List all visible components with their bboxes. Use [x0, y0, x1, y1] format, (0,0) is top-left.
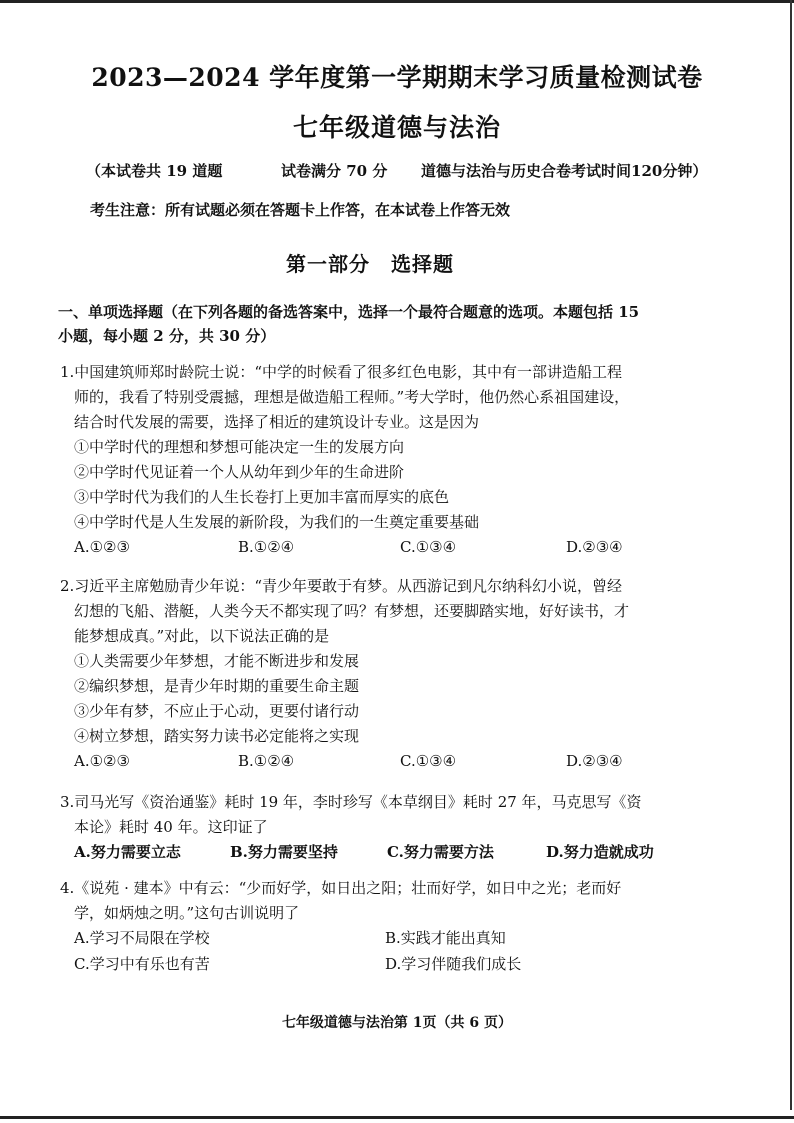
statement-option: ②编织梦想，是青少年时期的重要生命主题 — [74, 677, 360, 695]
choice-b: B.①②④ — [238, 538, 295, 556]
statement-option: ①中学时代的理想和梦想可能决定一生的发展方向 — [74, 438, 405, 456]
choice-a: A.学习不局限在学校 — [74, 929, 210, 947]
exam-info — [86, 160, 736, 184]
statement-option: ①人类需要少年梦想，才能不断进步和发展 — [74, 652, 360, 670]
full-score: 试卷满分 70 分 — [281, 162, 388, 180]
answer-choices — [60, 749, 740, 775]
question-stem-line: 4.《说苑 · 建本》中有云：“少而好学，如日出之阳；壮而好学，如日中之光；老而好 — [60, 879, 622, 897]
answer-choices — [60, 926, 740, 952]
page-footer: 七年级道德与法治第 1页（共 6 页） — [281, 1015, 513, 1031]
choice-c: C.努力需要方法 — [387, 843, 494, 861]
question-count: （本试卷共 19 道题 — [86, 162, 223, 180]
choice-c: C.①③④ — [400, 752, 457, 770]
choice-d: D.②③④ — [566, 538, 623, 556]
statement-option: ④树立梦想，踏实努力读书必定能将之实现 — [74, 727, 360, 745]
choice-d: D.②③④ — [566, 752, 623, 770]
question-stem-line: 1.中国建筑师郑时龄院士说：“中学的时候看了很多红色电影，其中有一部讲造船工程 — [60, 363, 622, 381]
statement-option: ②中学时代见证着一个人从幼年到少年的生命进阶 — [74, 463, 405, 481]
choice-b: B.①②④ — [238, 752, 295, 770]
choice-c: C.①③④ — [400, 538, 457, 556]
question-3 — [60, 790, 740, 866]
section-instructions — [58, 300, 748, 348]
answer-choices — [60, 952, 740, 978]
statement-option: ③中学时代为我们的人生长卷打上更加丰富而厚实的底色 — [74, 488, 450, 506]
question-2 — [60, 574, 740, 775]
choice-b: B.努力需要坚持 — [230, 843, 338, 861]
exam-title: 2023—2024 学年度第一学期期末学习质量检测试卷 — [91, 63, 703, 92]
question-stem-line: 2.习近平主席勉励青少年说：“青少年要敢于有梦。从西游记到凡尔纳科幻小说，曾经 — [60, 577, 622, 595]
top-border-line — [0, 0, 794, 3]
choice-a: A.努力需要立志 — [74, 843, 181, 861]
choice-b: B.实践才能出真知 — [385, 929, 506, 947]
question-4 — [60, 876, 740, 978]
choice-d: D.努力造就成功 — [546, 843, 654, 861]
exam-time: 道德与法治与历史合卷考试时间120分钟） — [421, 162, 708, 180]
choice-c: C.学习中有乐也有苦 — [74, 955, 210, 973]
statement-option: ③少年有梦，不应止于心动，更要付诸行动 — [74, 702, 360, 720]
right-border-line — [790, 0, 792, 1110]
question-1 — [60, 360, 740, 561]
section-line-2: 小题，每小题 2 分，共 30 分） — [58, 327, 276, 345]
choice-a: A.①②③ — [74, 538, 130, 556]
answer-choices — [60, 535, 740, 561]
question-stem-line: 能梦想成真。”对此，以下说法正确的是 — [74, 627, 330, 645]
answer-choices — [60, 840, 740, 866]
part-title: 第一部分 选择题 — [286, 252, 454, 276]
statement-option: ④中学时代是人生发展的新阶段，为我们的一生奠定重要基础 — [74, 513, 480, 531]
subject-title: 七年级道德与法治 — [292, 113, 501, 142]
question-stem-line: 结合时代发展的需要，选择了相近的建筑设计专业。这是因为 — [74, 413, 480, 431]
question-stem-line: 学，如炳烛之明。”这句古训说明了 — [74, 904, 300, 922]
choice-d: D.学习伴随我们成长 — [385, 955, 522, 973]
candidate-notice: 考生注意：所有试题必须在答题卡上作答，在本试卷上作答无效 — [90, 201, 511, 219]
question-stem-line: 师的，我看了特别受震撼，理想是做造船工程师。”考大学时，他仍然心系祖国建设， — [74, 388, 630, 406]
bottom-border-line — [0, 1116, 794, 1119]
choice-a: A.①②③ — [74, 752, 130, 770]
section-line-1: 一、单项选择题（在下列各题的备选答案中，选择一个最符合题意的选项。本题包括 15 — [58, 303, 640, 321]
question-stem-line: 幻想的飞船、潜艇，人类今天不都实现了吗？有梦想，还要脚踏实地，好好读书，才 — [74, 602, 630, 620]
question-stem-line: 3.司马光写《资治通鉴》耗时 19 年，李时珍写《本草纲目》耗时 27 年，马克思写《资 — [60, 793, 642, 811]
question-stem-line: 本论》耗时 40 年。这印证了 — [74, 818, 268, 836]
